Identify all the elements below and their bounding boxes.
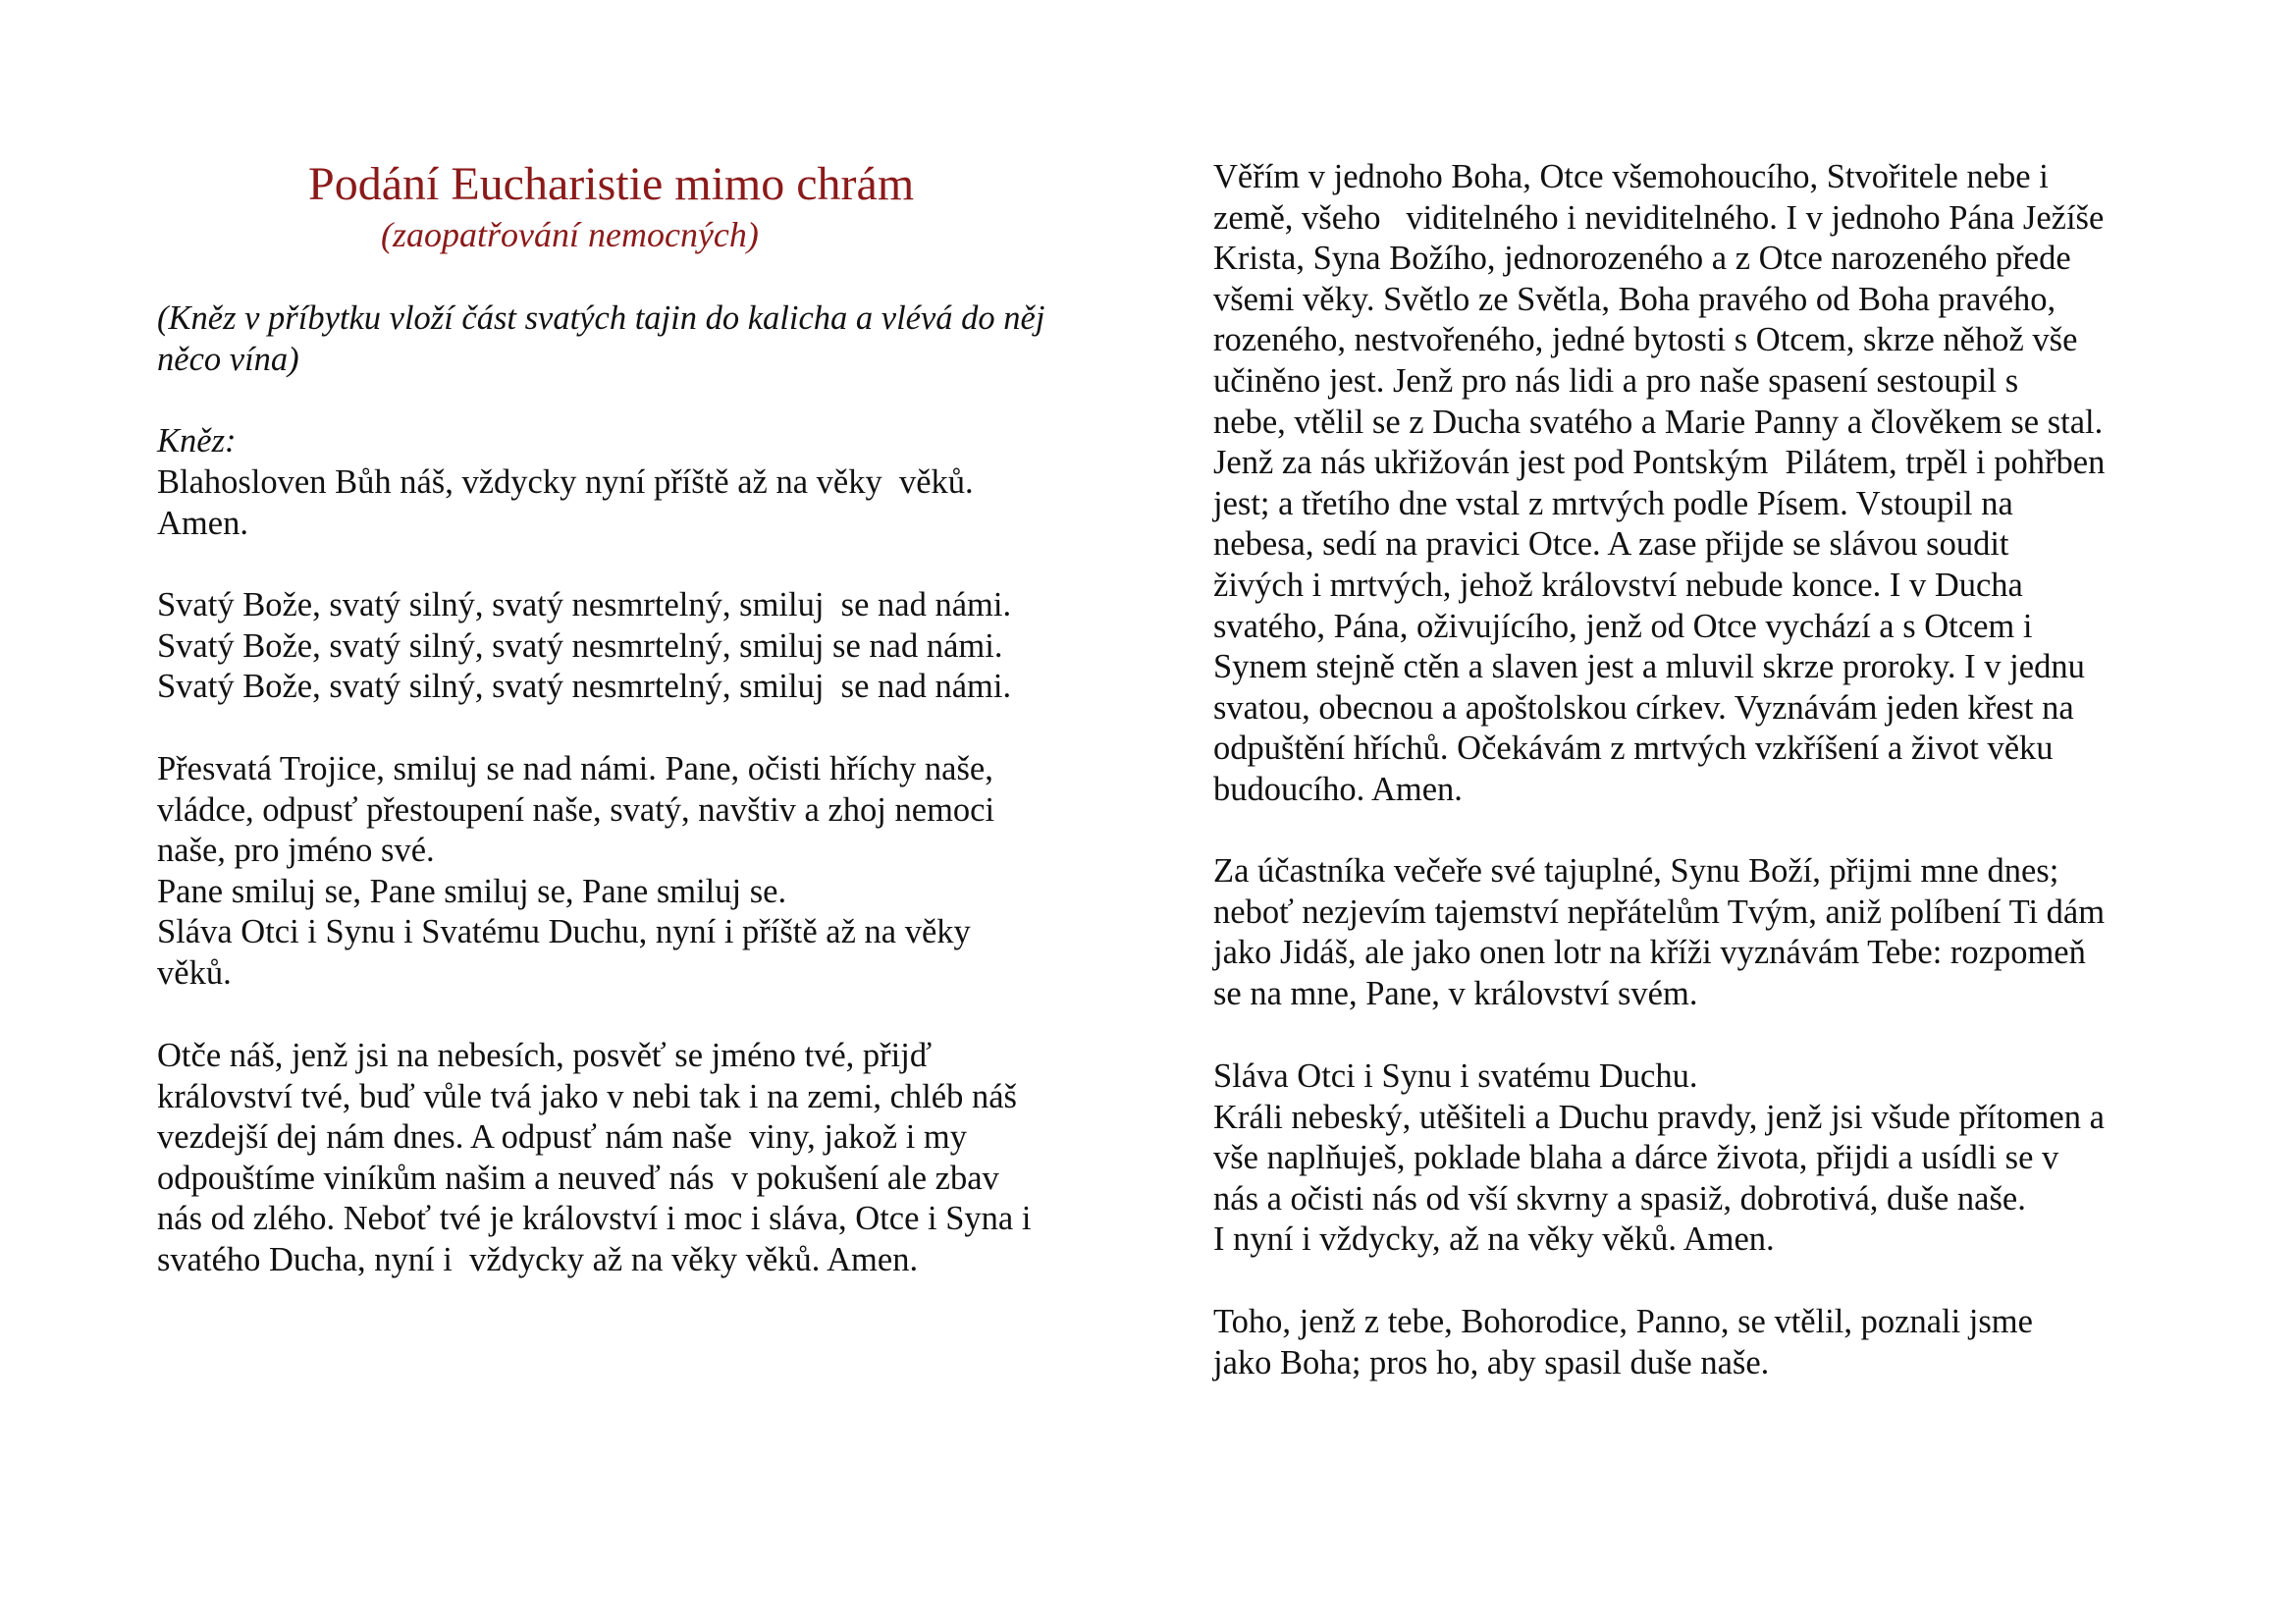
creed-line: nebe, vtělil se z Ducha svatého a Marie Panny a člověkem se stal. bbox=[1213, 403, 2104, 441]
creed-line: budoucího. Amen. bbox=[1213, 770, 1463, 808]
creed-line: všemi věky. Světlo ze Světla, Boha pravého od Boha pravého, bbox=[1213, 280, 2056, 318]
creed-line: svatou, obecnou a apoštolskou církev. Vyznávám jeden křest na bbox=[1213, 688, 2074, 727]
heavenly-king-line: nás a očisti nás od vší skvrny a spasiž, dobrotivá, duše naše. bbox=[1213, 1179, 2026, 1218]
page-title: Podání Eucharistie mimo chrám bbox=[308, 158, 915, 210]
creed-line: Jenž za nás ukřižován jest pod Pontským Pilátem, trpěl i pohřben bbox=[1213, 444, 2106, 482]
blessing-line: Blahosloven Bůh náš, vždycky nyní příště až na věky věků. bbox=[157, 463, 974, 501]
trinity-paragraph bbox=[157, 749, 994, 995]
heavenly-king-line: Sláva Otci i Synu i svatému Duchu. bbox=[1213, 1057, 1698, 1095]
theotokion-line: jako Boha; pros ho, aby spasil duše naše. bbox=[1213, 1343, 1770, 1381]
trinity-line: Přesvatá Trojice, smiluj se nad námi. Pane, očisti hříchy naše, bbox=[157, 750, 993, 787]
rubric-paragraph bbox=[157, 298, 1044, 380]
rubric-line: něco vína) bbox=[157, 340, 299, 378]
lords-prayer-line: Otče náš, jenž jsi na nebesích, posvěť se jméno tvé, přijď bbox=[157, 1037, 933, 1074]
supper-paragraph bbox=[1213, 851, 2105, 1014]
trinity-line: vládce, odpusť přestoupení naše, svatý, navštiv a zhoj nemoci bbox=[157, 790, 995, 829]
blessing-paragraph bbox=[157, 462, 974, 544]
creed-line: jest; a třetího dne vstal z mrtvých podle Písem. Vstoupil na bbox=[1213, 484, 2013, 522]
creed-line: nebesa, sedí na pravici Otce. A zase přijde se slávou soudit bbox=[1213, 525, 2009, 564]
heavenly-king-line: vše naplňuješ, poklade blaha a dárce života, přijdi a usídli se v bbox=[1213, 1139, 2059, 1177]
creed-line: Krista, Syna Božího, jednorozeného a z Otce narozeného přede bbox=[1213, 240, 2071, 278]
heavenly-king-line: I nyní i vždycky, až na věky věků. Amen. bbox=[1213, 1220, 1775, 1259]
creed-paragraph bbox=[1213, 157, 2105, 811]
page-subtitle: (zaopatřování nemocných) bbox=[381, 215, 759, 254]
creed-line: živých i mrtvých, jehož království nebude konce. I v Ducha bbox=[1213, 566, 2023, 604]
supper-line: Za účastníka večeře své tajuplné, Synu Boží, přijmi mne dnes; bbox=[1213, 852, 2059, 890]
lords-prayer-paragraph bbox=[157, 1036, 1031, 1281]
lords-prayer-line: odpouštíme viníkům našim a neuveď nás v pokušení ale zbav bbox=[157, 1159, 999, 1197]
blessing-line: Amen. bbox=[157, 504, 248, 542]
trinity-line: věků. bbox=[157, 953, 232, 992]
supper-line: se na mne, Pane, v království svém. bbox=[1213, 974, 1698, 1012]
creed-line: odpuštění hříchů. Očekávám z mrtvých vzkříšení a život věku bbox=[1213, 730, 2054, 768]
theotokion-line: Toho, jenž z tebe, Bohorodice, Panno, se vtělil, poznali jsme bbox=[1213, 1303, 2033, 1340]
heavenly-king-line: Králi nebeský, utěšiteli a Duchu pravdy, jenž jsi všude přítomen a bbox=[1213, 1098, 2105, 1136]
trinity-line: naše, pro jméno své. bbox=[157, 832, 435, 870]
trisagion-line: Svatý Bože, svatý silný, svatý nesmrtelný, smiluj se nad námi. bbox=[157, 668, 1012, 706]
speaker-text: Kněz: bbox=[157, 422, 237, 460]
creed-line: Synem stejně ctěn a slaven jest a mluvil skrze proroky. I v jednu bbox=[1213, 648, 2085, 686]
lords-prayer-line: vezdejší dej nám dnes. A odpusť nám naše viny, jakož i my bbox=[157, 1118, 968, 1157]
creed-line: učiněno jest. Jenž pro nás lidi a pro naše spasení sestoupil s bbox=[1213, 361, 2019, 400]
rubric-line: (Kněz v příbytku vloží část svatých tajin do kalicha a vlévá do něj bbox=[157, 299, 1045, 337]
supper-line: jako Jidáš, ale jako onen lotr na kříži vyznávám Tebe: rozpomeň bbox=[1213, 934, 2086, 972]
creed-line: Věřím v jednoho Boha, Otce všemohoucího, Stvořitele nebe i bbox=[1213, 158, 2049, 195]
speaker-label bbox=[157, 421, 237, 462]
heavenly-king-paragraph bbox=[1213, 1056, 2105, 1261]
supper-line: neboť nezjevím tajemství nepřátelům Tvým, aniž políbení Ti dám bbox=[1213, 893, 2106, 931]
lords-prayer-line: nás od zlého. Neboť tvé je království i moc i sláva, Otce i Syna i bbox=[157, 1200, 1032, 1238]
creed-line: rozeného, nestvořeného, jedné bytosti s Otcem, skrze něhož vše bbox=[1213, 321, 2078, 359]
trinity-line: Pane smiluj se, Pane smiluj se, Pane smiluj se. bbox=[157, 872, 787, 910]
lords-prayer-line: svatého Ducha, nyní i vždycky až na věky věků. Amen. bbox=[157, 1240, 919, 1278]
trinity-line: Sláva Otci i Synu i Svatému Duchu, nyní i příště až na věky bbox=[157, 913, 971, 951]
trisagion-line: Svatý Bože, svatý silný, svatý nesmrtelný, smiluj se nad námi. bbox=[157, 626, 1003, 665]
trisagion-paragraph bbox=[157, 585, 1011, 708]
creed-line: země, všeho viditelného i neviditelného. I v jednoho Pána Ježíše bbox=[1213, 198, 2105, 237]
trisagion-line: Svatý Bože, svatý silný, svatý nesmrtelný, smiluj se nad námi. bbox=[157, 586, 1012, 623]
theotokion-paragraph bbox=[1213, 1302, 2033, 1383]
lords-prayer-line: království tvé, buď vůle tvá jako v nebi tak i na zemi, chléb náš bbox=[157, 1077, 1017, 1115]
creed-line: svatého, Pána, oživujícího, jenž od Otce vychází a s Otcem i bbox=[1213, 607, 2033, 645]
